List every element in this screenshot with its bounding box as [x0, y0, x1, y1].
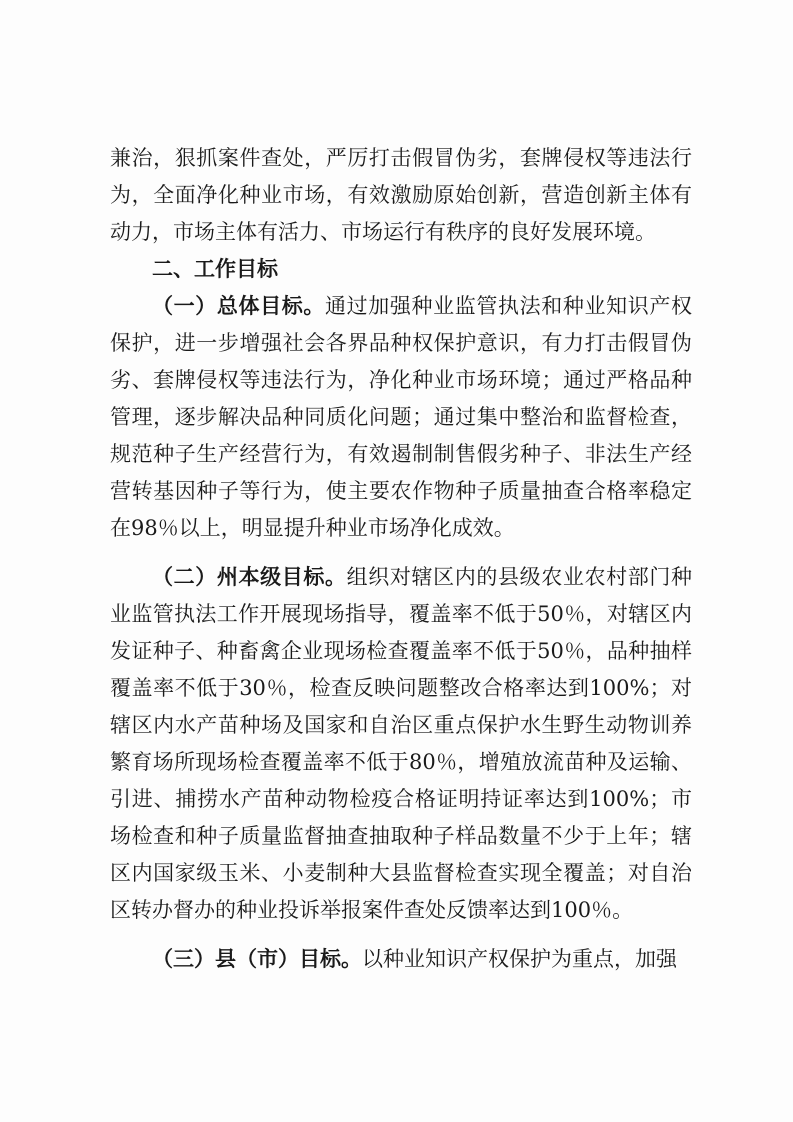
section-heading: 二、工作目标: [152, 257, 278, 281]
goal-heading-overall: （一）总体目标。: [152, 294, 325, 318]
goal-paragraph-overall: [110, 288, 692, 547]
document-body: [110, 140, 692, 978]
goal-heading-prefecture: （二）州本级目标。: [152, 565, 347, 589]
goal-heading-county: （三）县（市）目标。: [152, 947, 362, 971]
goal-paragraph-county: [110, 941, 692, 978]
goal-text-prefecture: 组织对辖区内的县级农业农村部门种业监管执法工作开展现场指导，覆盖率不低于50％，对辖区内发证种子、种畜禽企业现场检查覆盖率不低于50％，品种抽样覆盖率不低于30％，检查反映问题整改合格率达到100%；对辖区内水产苗种场及国家和自治区重点保护水生野生动物训养繁育场所现场检查覆盖率不低于80％，增殖放流苗种及运输、引进、捕捞水产苗种动物检疫合格证明持证率达到100%；市场检查和种子质量监督抽查抽取种子样品数量不少于上年；辖区内国家级玉米、小麦制种大县监督检查实现全覆盖；对自治区转办督办的种业投诉举报案件查处反馈率达到100％。: [110, 565, 692, 922]
paragraph-continuation: 兼治，狠抓案件查处，严厉打击假冒伪劣，套牌侵权等违法行为，全面净化种业市场，有效激励原始创新，营造创新主体有动力，市场主体有活力、市场运行有秩序的良好发展环境。: [110, 146, 692, 244]
goal-text-county: 以种业知识产权保护为重点，加强: [362, 947, 677, 971]
paragraph-gap: [110, 547, 692, 559]
paragraph-gap: [110, 929, 692, 941]
goal-text-overall: 通过加强种业监管执法和种业知识产权保护，进一步增强社会各界品种权保护意识，有力打击假冒伪劣、套牌侵权等违法行为，净化种业市场环境；通过严格品种管理，逐步解决品种同质化问题；通过集中整治和监督检查，规范种子生产经营行为，有效遏制制售假劣种子、非法生产经营转基因种子等行为，使主要农作物种子质量抽查合格率稳定在98％以上，明显提升种业市场净化成效。: [110, 294, 692, 540]
goal-paragraph-prefecture: [110, 559, 692, 929]
